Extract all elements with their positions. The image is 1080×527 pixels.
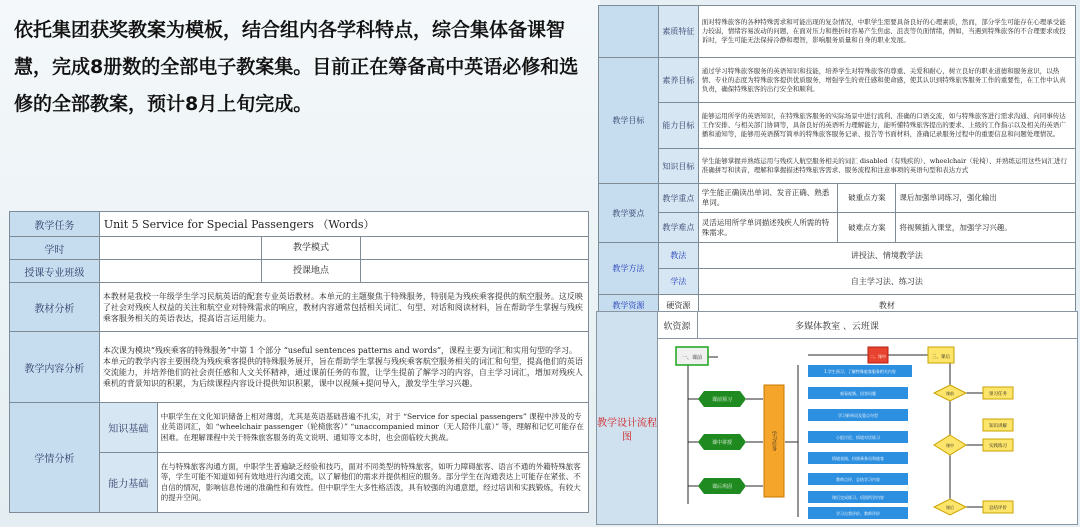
hard-resource-label: 硬资源 bbox=[658, 295, 698, 317]
hexagon-1-text: 课前预习 bbox=[711, 397, 733, 403]
ability-label: 能力基础 bbox=[99, 453, 157, 513]
flow-box-pre-text: 一、课前 bbox=[681, 355, 703, 361]
flow-step-3-text: 学习新单词及重点句型 bbox=[838, 413, 878, 418]
knowledge-text: 中职学生在文化知识储备上相对薄弱，尤其是英语基础普遍不扎实，对于 “Service for special passengers” 课程中涉及的专业英语词汇，如 “wheelchair passenger（轮椅旅客）” “unaccompanied minor（无人陪伴儿童）” 等，理解和记忆可能存在困难。在理解课程中关于特殊旅客服务的英文说明、通知等文本时，也会面临较大挑战。 bbox=[157, 403, 588, 453]
flow-step-8-text: 学习自我评价、教师评价 bbox=[836, 511, 880, 516]
right-box-3-text: 实践练习 bbox=[989, 444, 1007, 449]
focus-plan-label: 破重点方案 bbox=[838, 184, 896, 213]
goal-literacy-text: 通过学习特殊旅客服务的英语知识和技能，培养学生对特殊旅客的尊重、关爱和耐心，树立良好的职业道德和服务意识，以热情、专业的态度为特殊旅客提供优质服务，增强学生的责任感和使命感，使其认识到特殊旅客服务工作的重要性，在工作中认真负责，确保特殊旅客的出行安全和顺利。 bbox=[698, 58, 1075, 103]
mode-label: 教学模式 bbox=[261, 237, 361, 260]
right-box-4-text: 总结评价 bbox=[989, 506, 1007, 511]
flow-step-1-text: 1.学生预习、了解特殊旅客服务相关内容 bbox=[824, 369, 896, 374]
learn-method-label: 学法 bbox=[658, 269, 698, 295]
flow-right-boxes bbox=[983, 387, 1013, 513]
soft-resource-blank bbox=[597, 312, 658, 338]
literacy-label: 素质特征 bbox=[658, 6, 698, 58]
goal-literacy-label: 素养目标 bbox=[658, 58, 698, 103]
difficulty-plan-label: 破难点方案 bbox=[838, 213, 896, 243]
headline-text: 依托集团获奖教案为模板，结合组内各学科特点，综合集体备课智慧，完成8册数的全部电子教案集。目前正在筹备高中英语必修和选修的全部教案，预计8月上旬完成。 bbox=[14, 19, 579, 115]
learn-method-text: 自主学习法、练习法 bbox=[698, 269, 1075, 295]
focus-label: 教学重点 bbox=[658, 184, 698, 213]
place-label: 授课地点 bbox=[261, 260, 361, 283]
learner-label: 学情分析 bbox=[10, 403, 100, 513]
class-value bbox=[99, 260, 261, 283]
goal-knowledge-label: 知识目标 bbox=[658, 149, 698, 184]
hexagon-2-text: 课中讲授 bbox=[711, 440, 733, 446]
goals-label: 教学目标 bbox=[599, 58, 659, 184]
flow-step-6-text: 教师点评、总结学习内容 bbox=[836, 477, 880, 482]
key-points-label: 教学要点 bbox=[599, 184, 659, 243]
teach-method-text: 讲授法、情境教学法 bbox=[698, 243, 1075, 269]
resources-label: 教学资源 bbox=[599, 295, 659, 317]
flow-step-7-text: 课后完成练习、巩固所学内容 bbox=[832, 495, 884, 500]
lesson-plan-table-right bbox=[598, 5, 1076, 317]
soft-resource-row bbox=[597, 312, 1077, 339]
teach-method-label: 教法 bbox=[658, 243, 698, 269]
mode-value bbox=[361, 237, 589, 260]
hard-resource-text: 教材 bbox=[698, 295, 1075, 317]
hexagon-3-text: 课后巩固 bbox=[711, 484, 733, 490]
task-value: Unit 5 Service for Special Passengers （Words） bbox=[99, 212, 588, 237]
flowchart-diagram bbox=[658, 339, 1076, 523]
lesson-plan-table-left bbox=[9, 211, 589, 513]
right-box-1-text: 预习任务 bbox=[989, 392, 1007, 397]
ability-text: 在与特殊旅客沟通方面，中职学生普遍缺乏经验和技巧，面对不同类型的特殊旅客，如听力障碍旅客、语言不通的外籍特殊旅客等，学生可能不知道如何有效地进行沟通交流，以了解他们的需求并提供相应的服务。部分学生在沟通表达上可能存在紧张、不自信的情况，影响信息传递的准确性和有效性。但中职学生大多性格活泼，具有较强的沟通意愿，经过培训和实践锻炼，有较大的提升空间。 bbox=[157, 453, 588, 513]
right-box-2-text: 知识讲解 bbox=[989, 424, 1007, 429]
flow-hexagons bbox=[698, 391, 746, 494]
hours-label: 学时 bbox=[10, 237, 100, 260]
flow-step-2-text: 观看视频、回答问题 bbox=[840, 391, 876, 396]
place-value bbox=[361, 260, 589, 283]
material-label: 教材分析 bbox=[10, 283, 100, 332]
soft-resource-text: 多媒体教室 、云班课 bbox=[795, 321, 879, 332]
content-text: 本次课为模块“残疾乘客的特殊服务”中第 1 个部分 “useful sentences patterns and words”，课程主要为词汇和实用句型的学习。本单元的教学内容主要围绕为残疾乘客提供的特殊服务展开，旨在帮助学生掌握与残疾乘客航空服务相关的词汇和句型，提高他们的英语交流能力，并培养他们的社会责任感和人文关怀精神，通过课前任务的布置，让学生提前了解学习的内容，自主学习词汇，增加对残疾人乘机的背景知识的积累，为后续课程内容设计提供知识积累，课中以视频+提问导入，激发学生学习兴趣。 bbox=[99, 332, 588, 403]
literacy-blank bbox=[599, 6, 659, 58]
diamond-2-text: 课中 bbox=[946, 443, 954, 448]
method-label: 教学方法 bbox=[599, 243, 659, 295]
focus-plan-text: 课后加强单词练习，强化输出 bbox=[896, 184, 1076, 213]
knowledge-label: 知识基础 bbox=[99, 403, 157, 453]
difficulty-text: 灵活运用所学单词描述残疾人所需的特殊需求。 bbox=[698, 213, 838, 243]
class-label: 授课专业班级 bbox=[10, 260, 100, 283]
content-label: 教学内容分析 bbox=[10, 332, 100, 403]
focus-text: 学生能正确读出单词、发音正确、熟悉单词。 bbox=[698, 184, 838, 213]
diamond-3-text: 课后 bbox=[946, 505, 954, 510]
literacy-text: 面对特殊旅客的各种特殊需求和可能出现的复杂情况，中职学生需要具备良好的心理素质，然而，部分学生可能存在心理承受能力较弱，情绪容易波动的问题，在面对压力和挫折时容易产生焦虑、沮丧等负面情绪，例如，当遇到特殊旅客的不合理要求或投诉时，学生可能无法保持冷静和理智，影响服务质量和自身的职业发展。 bbox=[698, 6, 1075, 58]
difficulty-plan-text: 将视频插入课堂，加强学习兴趣。 bbox=[896, 213, 1076, 243]
design-flow-panel bbox=[596, 311, 1078, 525]
difficulty-label: 教学难点 bbox=[658, 213, 698, 243]
flow-steps bbox=[808, 365, 912, 519]
flow-box-mid-text: 二、课中 bbox=[870, 354, 886, 359]
material-text: 本教材是我校一年级学生学习民航英语的配套专业英语教材。本单元的主题聚焦于特殊服务，特别是为残疾乘客提供的航空服务。这反映了社会对残疾人权益的关注和航空业对特殊需求的响应，教材内容通常包括相关词汇、句型、对话和阅读材料，旨在帮助学生掌握与残疾乘客服务相关的英语表达，提高语言运用能力。 bbox=[99, 283, 588, 332]
goal-ability-label: 能力目标 bbox=[658, 103, 698, 149]
goal-knowledge-text: 学生能够掌握并熟练运用与残疾人航空服务相关的词汇 disabled（有残疾的）、wheelchair（轮椅）、并熟练运用这些词汇进行准确拼写和读音，理解和掌握描述特殊旅客需求、服务流程和注意事项的英语句型和表达方式 bbox=[698, 149, 1075, 184]
soft-resource-label: 软资源 bbox=[657, 312, 698, 338]
hours-value bbox=[99, 237, 261, 260]
flow-box-post-text: 三、课后 bbox=[932, 355, 950, 360]
task-label: 教学任务 bbox=[10, 212, 100, 237]
flow-step-5-text: 情境表演、扮演乘务员和旅客 bbox=[832, 456, 884, 461]
flow-center-text: 学习任务 bbox=[771, 431, 777, 451]
design-flow-label: 教学设计流程图 bbox=[597, 338, 658, 524]
goal-ability-text: 能够运用所学的英语知识，在特殊旅客服务的实际场景中进行流利、准确的口语交流，如与特殊旅客进行需求沟通、向同事传达工作安排、与相关部门协调等，具备良好的英语听力理解能力，能听懂特殊旅客提出的要求、上级的工作指示以及相关的英语广播和通知等，能够用英语撰写简单的特殊旅客服务记录、报告等书面材料，准确记录服务过程中的重要信息和问题处理情况。 bbox=[698, 103, 1075, 149]
flow-step-4-text: 小组讨论、情境对话练习 bbox=[836, 435, 880, 440]
diamond-1-text: 课前 bbox=[946, 391, 954, 396]
